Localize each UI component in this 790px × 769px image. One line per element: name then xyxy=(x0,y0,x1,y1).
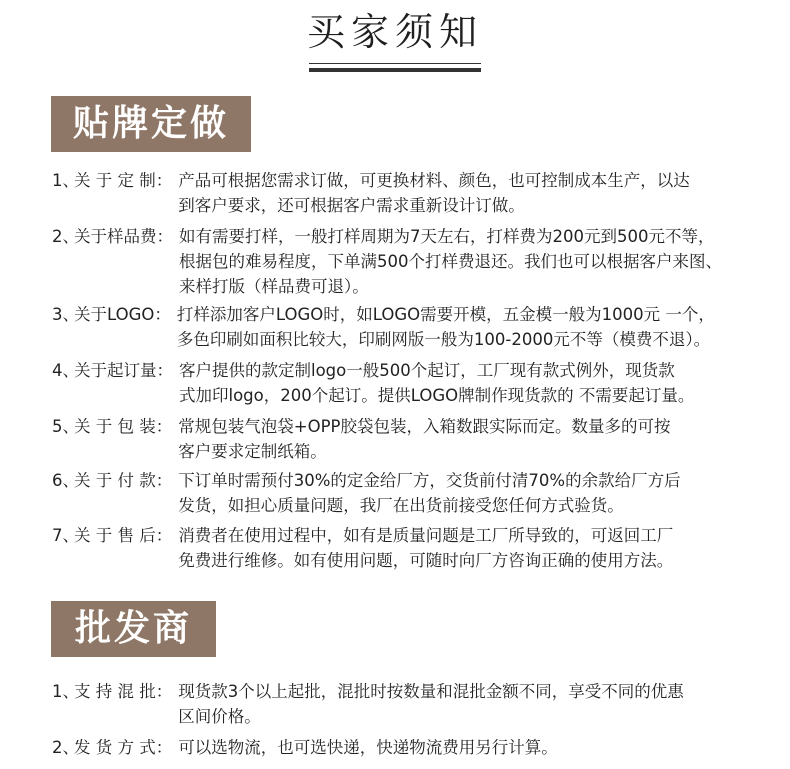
item-label: 关于LOGO： xyxy=(74,305,171,324)
item-text xyxy=(173,224,770,299)
item-label: 关 于 包 装： xyxy=(74,417,173,436)
item-text-line: 区间价格。 xyxy=(178,707,261,726)
item-text-line: 免费进行维修。如有使用问题，可随时向厂方咨询正确的使用方法。 xyxy=(178,551,674,570)
item-text xyxy=(172,414,770,464)
item-number: 2、 xyxy=(52,738,79,757)
item-text-line: 根据包的难易程度，下单满500个打样费退还。我们也可以根据客户来图、 xyxy=(179,252,722,271)
item-number: 6、 xyxy=(52,471,79,490)
item-label: 关 于 售 后： xyxy=(74,526,173,545)
item-text-line: 下订单时需预付30%的定金给厂方，交货前付清70%的余款给厂方后 xyxy=(178,471,681,490)
item-number: 1、 xyxy=(52,171,79,190)
page-title: 买家须知 xyxy=(306,10,483,54)
item-label: 发 货 方 式： xyxy=(74,738,173,757)
item-text xyxy=(172,523,770,573)
item-text-line: 可以选物流，也可选快递，快递物流费用另行计算。 xyxy=(178,738,558,757)
item-number: 1、 xyxy=(52,682,79,701)
item-number: 3、 xyxy=(52,305,79,324)
title-underline-thick xyxy=(309,68,481,72)
item-text-line: 来样打版（样品费可退）。 xyxy=(179,277,369,296)
item-text-line: 如有需要打样，一般打样周期为7天左右，打样费为200元到500元不等， xyxy=(179,227,715,246)
section-banner-wholesale: 批发商 xyxy=(51,601,216,657)
item-number: 5、 xyxy=(52,417,79,436)
list-item-sample-fee xyxy=(52,224,770,299)
item-number: 4、 xyxy=(52,361,79,380)
item-text-line: 常规包装气泡袋+OPP胶袋包装，入箱数跟实际而定。数量多的可按 xyxy=(178,417,671,436)
item-label: 支 持 混 批： xyxy=(74,682,173,701)
item-text-line: 发货，如担心质量问题，我厂在出货前接受您任何方式验货。 xyxy=(178,496,624,515)
item-label: 关于样品费： xyxy=(74,227,173,246)
item-number: 7、 xyxy=(52,526,79,545)
item-text-line: 消费者在使用过程中，如有是质量问题是工厂所导致的，可返回工厂 xyxy=(178,526,674,545)
list-item-shipping xyxy=(52,735,770,760)
section-banner-custom-oem: 贴牌定做 xyxy=(51,96,251,152)
item-text-line: 现货款3个以上起批，混批时按数量和混批金额不同，享受不同的优惠 xyxy=(178,682,684,701)
item-text-line: 产品可根据您需求订做，可更换材料、颜色，也可控制成本生产，以达 xyxy=(178,171,690,190)
item-text-line: 多色印刷如面积比较大，印刷网版一般为100-2000元不等（模费不退）。 xyxy=(176,330,711,349)
list-item-mixed-batch xyxy=(52,679,770,729)
item-text xyxy=(172,168,770,218)
title-underline-thin xyxy=(309,63,481,64)
item-text-line: 客户提供的款定制logo一般500个起订，工厂现有款式例外，现货款 xyxy=(179,361,675,380)
item-text-line: 打样添加客户LOGO时，如LOGO需要开模，五金模一般为1000元 一个， xyxy=(176,305,715,324)
list-item-customization xyxy=(52,168,770,218)
item-text xyxy=(172,735,770,760)
item-text-line: 客户要求定制纸箱。 xyxy=(178,442,327,461)
item-text xyxy=(171,302,770,352)
item-label: 关 于 付 款： xyxy=(74,471,173,490)
item-text xyxy=(173,358,770,408)
list-item-logo xyxy=(52,302,770,352)
list-item-after-sales xyxy=(52,523,770,573)
item-label: 关于起订量： xyxy=(74,361,173,380)
list-item-payment xyxy=(52,468,770,518)
item-text xyxy=(172,679,770,729)
item-label: 关 于 定 制： xyxy=(74,171,173,190)
list-item-moq xyxy=(52,358,770,408)
item-text-line: 式加印logo，200个起订。提供LOGO牌制作现货款的 不需要起订量。 xyxy=(179,386,695,405)
item-number: 2、 xyxy=(52,227,79,246)
list-item-packaging xyxy=(52,414,770,464)
item-text xyxy=(172,468,770,518)
item-text-line: 到客户要求，还可根据客户需求重新设计订做。 xyxy=(178,196,525,215)
